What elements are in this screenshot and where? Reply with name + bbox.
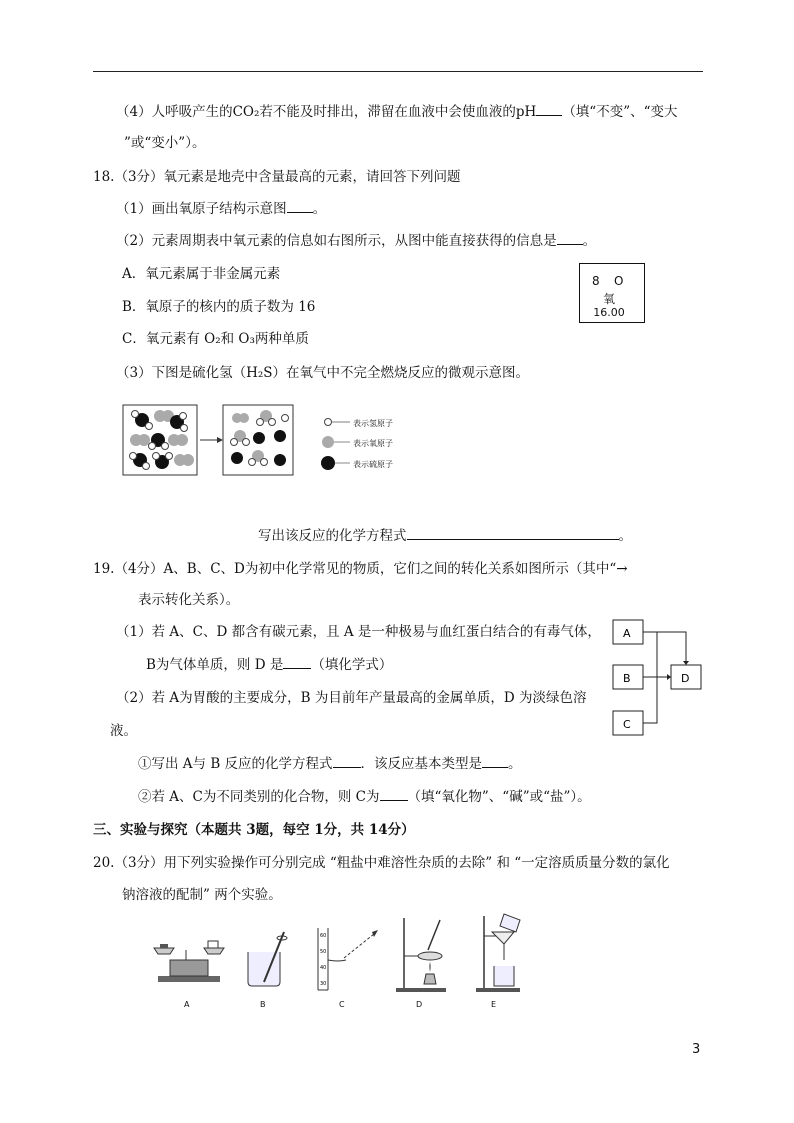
q19-stem-line1: 19.（4分）A、B、C、D为初中化学常见的物质，它们之间的转化关系如图所示（其中“→: [93, 561, 628, 577]
graduated-cylinder-icon: [318, 928, 378, 990]
figure-label-e: E: [491, 1000, 497, 1009]
q19-conversion-diagram: [612, 618, 707, 742]
element-symbol: O: [614, 274, 624, 288]
q18-part1: （1）画出氧原子结构示意图 。: [116, 201, 327, 217]
element-name: 氧: [602, 292, 615, 306]
svg-text:30: 30: [320, 981, 327, 987]
q17-part4-line1: （4）人呼吸产生的CO₂若不能及时排出，滞留在血液中会使血液的pH （填“不变”、“变大: [116, 104, 678, 120]
q18-part2: （2）元素周期表中氧元素的信息如右图所示，从图中能直接获得的信息是 。: [116, 233, 597, 249]
q19-part2-line2: 液。: [110, 723, 137, 739]
diagram-legend: [321, 419, 350, 471]
q19-part1-line1: （1）若 A、C、D 都含有碳元素，且 A 是一种极易与血红蛋白结合的有毒气体，: [116, 624, 601, 640]
svg-text:50: 50: [320, 949, 327, 955]
q19-sub2: ②若 A、C为不同类别的化合物，则 C为 （填“氧化物”、“碱”或“盐”）。: [138, 789, 591, 805]
q18-option-a: A．氧元素属于非金属元素: [122, 266, 281, 282]
lab-apparatus-figure: [148, 910, 538, 995]
section3-title: 三、实验与探究（本题共 3题，每空 1分，共 14分）: [93, 822, 415, 838]
atomic-number: 8: [592, 274, 600, 288]
answer-blank[interactable]: [536, 103, 562, 116]
answer-blank[interactable]: [287, 200, 313, 213]
answer-blank[interactable]: [380, 788, 408, 801]
figure-label-a: A: [184, 1000, 190, 1009]
page-number: 3: [692, 1042, 701, 1057]
svg-text:40: 40: [320, 965, 327, 971]
label-c: C: [623, 718, 631, 731]
legend-hydrogen: 表示氢原子: [353, 419, 393, 428]
label-a: A: [623, 627, 631, 640]
evaporation-setup-icon: [396, 918, 446, 992]
figure-label-b: B: [260, 1000, 266, 1009]
q18-stem: 18.（3分）氧元素是地壳中含量最高的元素，请回答下列问题: [93, 169, 461, 185]
svg-text:60: 60: [320, 933, 327, 939]
atomic-mass: 16.00: [593, 306, 625, 319]
q19-part1-line2: B为气体单质，则 D 是 （填化学式）: [146, 657, 393, 673]
q19-stem-line2: 表示转化关系）。: [138, 592, 240, 608]
element-card-oxygen: [579, 263, 645, 323]
label-d: D: [681, 672, 690, 685]
q18-option-c: C．氧元素有 O₂和 O₃两种单质: [122, 331, 309, 347]
q18-option-b: B．氧原子的核内的质子数为 16: [122, 299, 316, 315]
q20-line2: 钠溶液的配制” 两个实验。: [122, 887, 282, 903]
q18-part3: （3）下图是硫化氢（H₂S）在氧气中不完全燃烧反应的微观示意图。: [116, 365, 530, 381]
header-rule: [93, 71, 703, 72]
reactant-molecules: [130, 410, 195, 470]
legend-sulfur: 表示硫原子: [353, 460, 393, 469]
oxygen-atom-icon: [322, 436, 334, 448]
q19-sub1: ①写出 A与 B 反应的化学方程式 ．该反应基本类型是 。: [138, 756, 522, 772]
beaker-stirring-icon: [248, 932, 287, 986]
answer-blank[interactable]: [333, 755, 361, 768]
figure-label-c: C: [339, 1000, 345, 1009]
q20-line1: 20.（3分）用下列实验操作可分别完成 “粗盐中难溶性杂质的去除” 和 “一定溶质质量分数的氯化: [93, 855, 670, 871]
q19-part2-line1: （2）若 A为胃酸的主要成分，B 为目前年产量最高的金属单质，D 为淡绿色溶: [116, 690, 587, 706]
legend-oxygen: 表示氧原子: [353, 439, 393, 448]
hydrogen-atom-icon: [325, 419, 332, 426]
figure-label-d: D: [416, 1000, 423, 1009]
sulfur-atom-icon: [321, 456, 335, 470]
answer-blank[interactable]: [557, 232, 583, 245]
answer-blank[interactable]: [482, 755, 508, 768]
filtration-setup-icon: [476, 914, 520, 992]
answer-blank[interactable]: [407, 527, 619, 540]
label-b: B: [623, 672, 631, 685]
q17-part4-line2: ”或“变小”）。: [124, 135, 206, 151]
answer-blank[interactable]: [283, 656, 311, 669]
q18-write-equation: 写出该反应的化学方程式 。: [258, 528, 632, 544]
balance-icon: [154, 941, 224, 982]
